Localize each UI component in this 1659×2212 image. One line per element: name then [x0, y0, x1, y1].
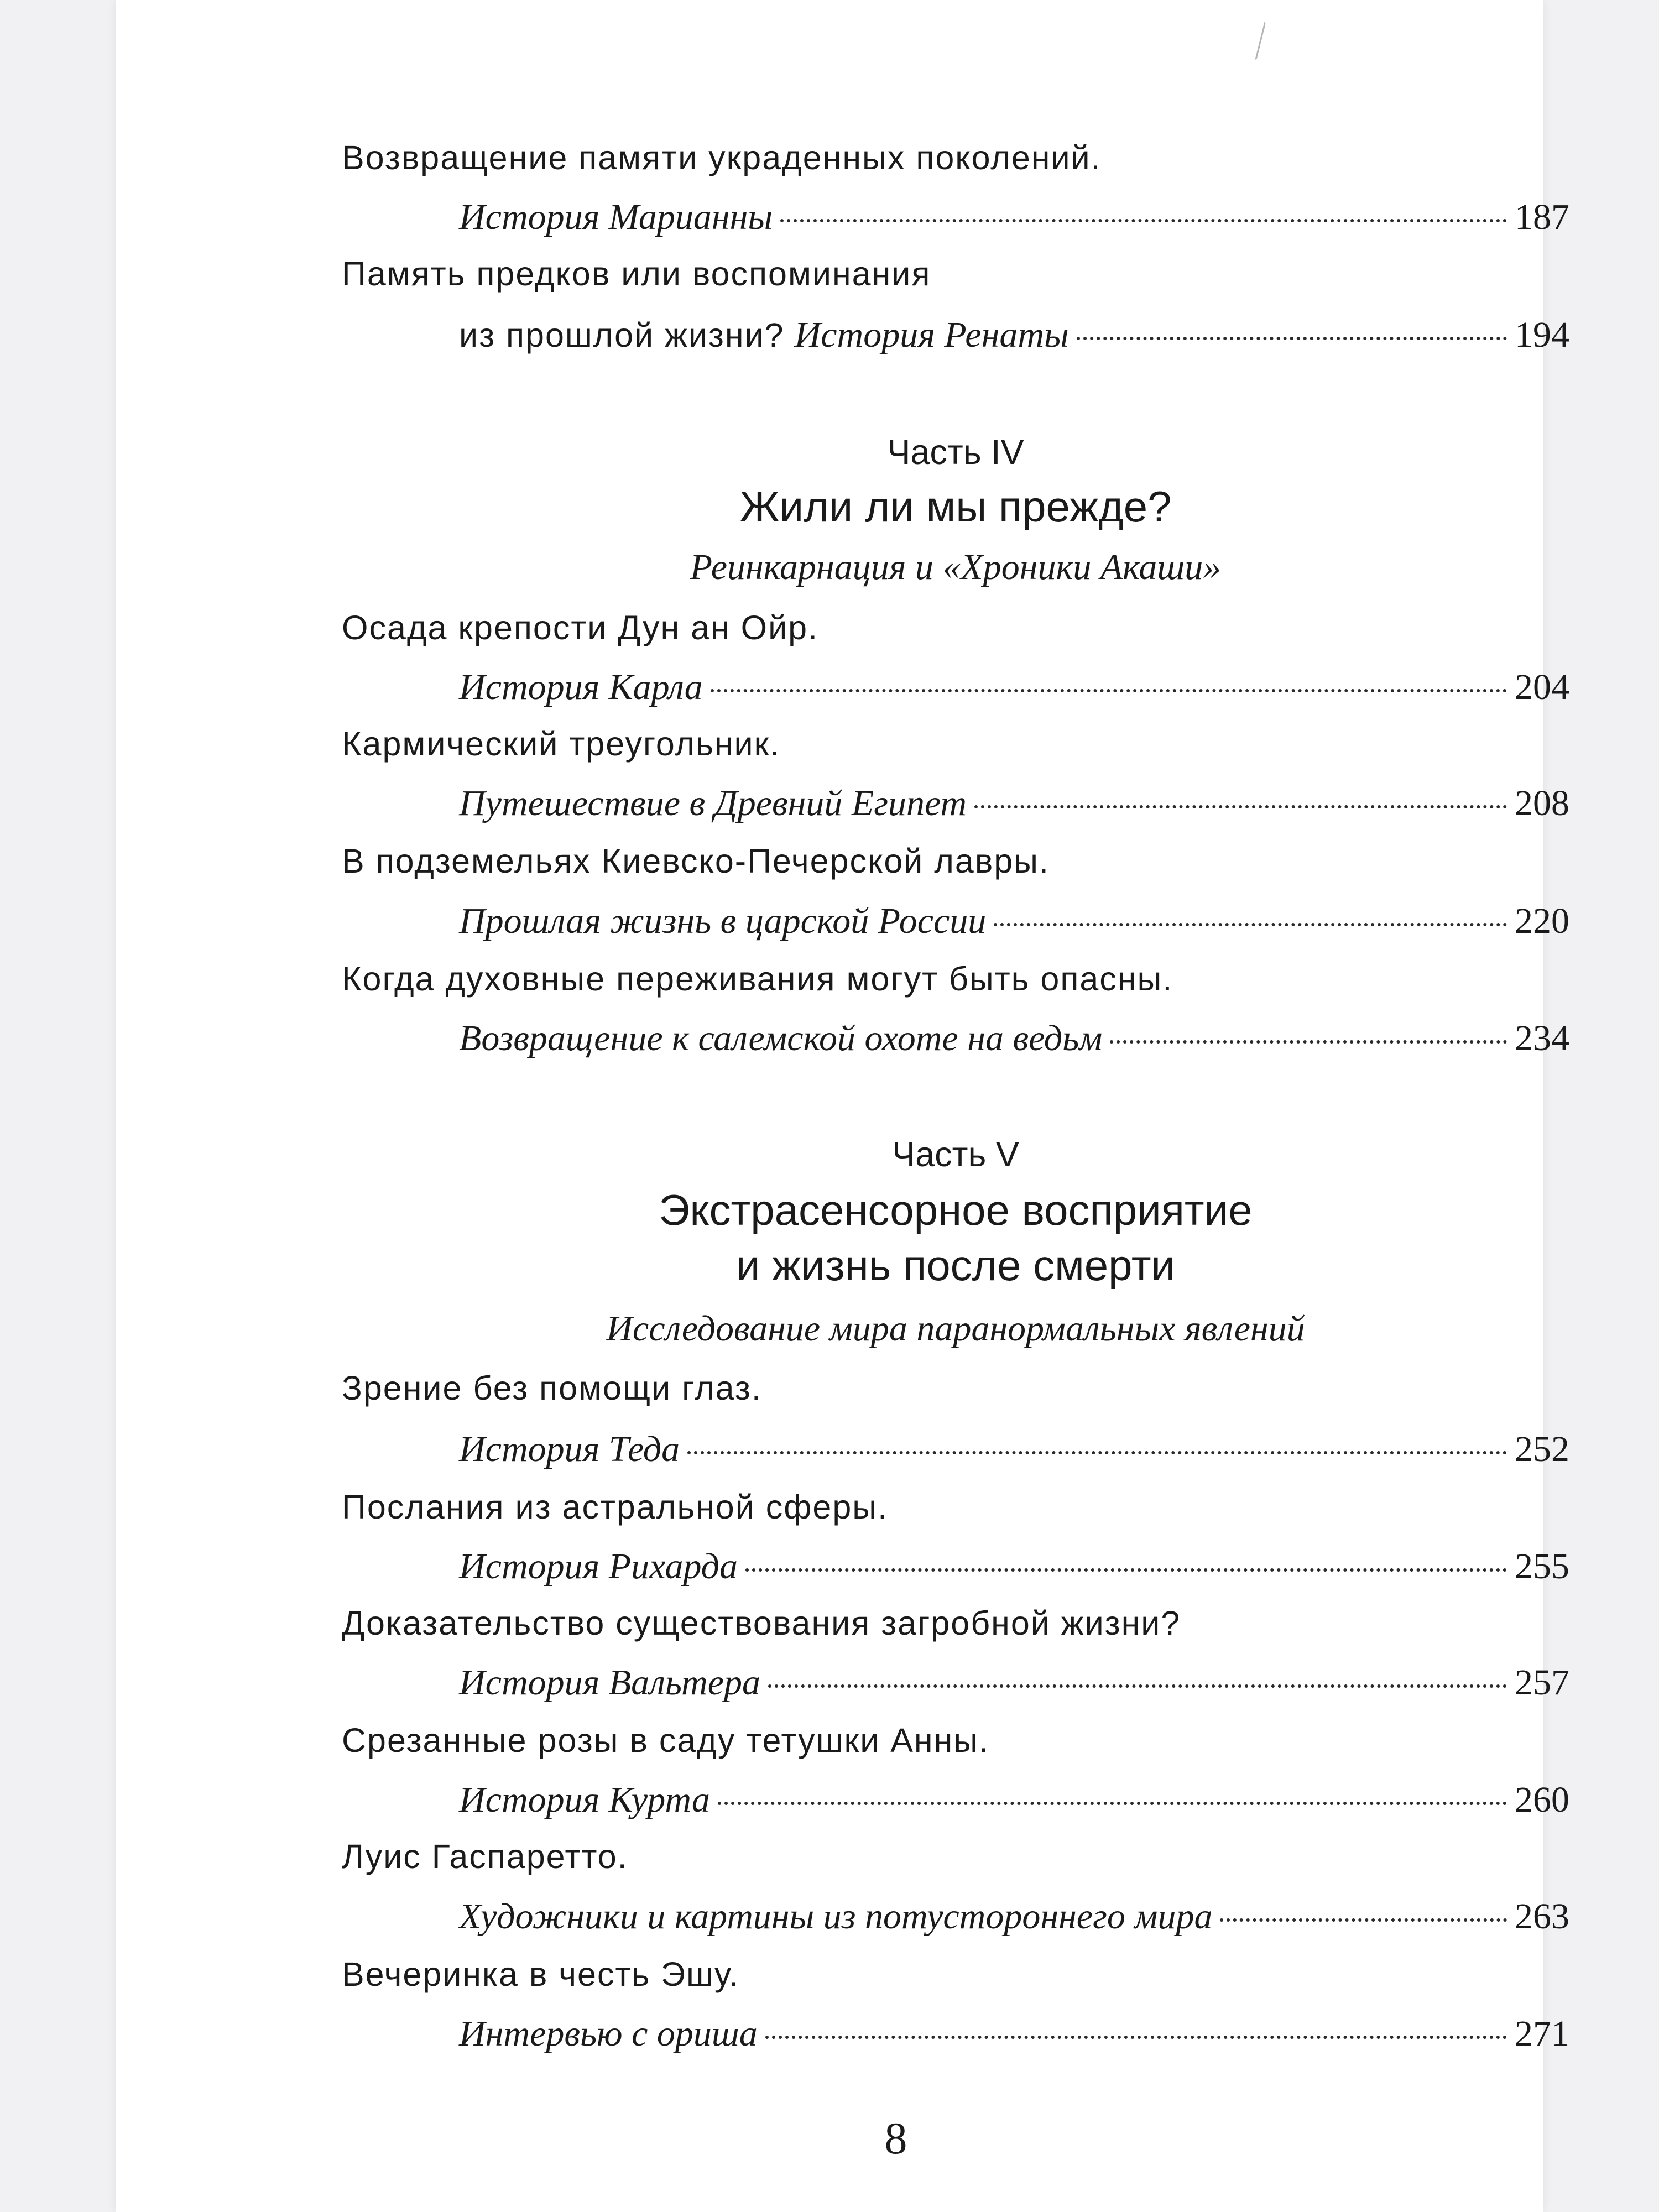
- toc-entry-title: Послания из астральной сферы.: [342, 1488, 889, 1526]
- toc-entry-page: 234: [1515, 1018, 1569, 1058]
- toc-entry-subtitle: Интервью с ориша: [459, 2013, 758, 2054]
- toc-entry-page: 255: [1515, 1546, 1569, 1587]
- dot-leader: [780, 219, 1507, 222]
- toc-entry-line: [342, 666, 1569, 713]
- toc-entry-page: 263: [1515, 1896, 1569, 1937]
- toc-entry-line: [342, 1018, 1569, 1064]
- page-number: 8: [884, 2113, 907, 2163]
- dot-leader: [974, 805, 1507, 808]
- toc-entry-line: [342, 1546, 1569, 1592]
- toc-entry-subtitle: Возвращение к салемской охоте на ведьм: [459, 1018, 1103, 1058]
- toc-entry-page: 204: [1515, 667, 1569, 707]
- toc-entry-page: 252: [1515, 1429, 1569, 1469]
- toc-entry-continuation: из прошлой жизни?: [459, 316, 785, 354]
- dot-leader: [1220, 1918, 1507, 1922]
- toc-entry-subtitle: История Ренаты: [794, 315, 1069, 355]
- toc-entry-title: Кармический треугольник.: [342, 725, 781, 763]
- toc-entry-subtitle: История Теда: [459, 1429, 680, 1469]
- part-label: Часть IV: [887, 433, 1024, 472]
- toc-entry-title: В подземельях Киевско-Печерской лавры.: [342, 842, 1050, 880]
- toc-entry-title: Зрение без помощи глаз.: [342, 1369, 762, 1407]
- toc-entry-line: [342, 1896, 1569, 1942]
- toc-entry-title: Возвращение памяти украденных поколений.: [342, 139, 1102, 176]
- toc-entry-title: Осада крепости Дун ан Ойр.: [342, 609, 819, 646]
- toc-entry-title: Когда духовные переживания могут быть опасны.: [342, 960, 1173, 998]
- toc-entry-line: [342, 2013, 1569, 2059]
- toc-entry-page: 271: [1515, 2013, 1569, 2054]
- toc-entry-subtitle: История Карла: [459, 667, 703, 707]
- toc-entry-page: 257: [1515, 1662, 1569, 1703]
- toc-entry-subtitle: Прошлая жизнь в царской России: [459, 901, 987, 941]
- toc-entry-line: [342, 314, 1569, 361]
- toc-entry-subtitle: Художники и картины из потустороннего мира: [459, 1896, 1213, 1937]
- toc-entry-page: 194: [1515, 315, 1569, 355]
- part-subtitle: Исследование мира паранормальных явлений: [606, 1308, 1305, 1349]
- dot-leader: [994, 923, 1507, 926]
- toc-entry-line: [342, 1779, 1569, 1825]
- toc-entry-subtitle: История Курта: [459, 1780, 710, 1820]
- toc-entry-subtitle: История Рихарда: [459, 1546, 738, 1587]
- toc-entry-title: Доказательство существования загробной жизни?: [342, 1604, 1181, 1642]
- toc-entry-page: 260: [1515, 1780, 1569, 1820]
- table-of-contents: [342, 0, 1587, 2212]
- toc-entry-page: 208: [1515, 783, 1569, 823]
- part-title: Жили ли мы прежде?: [739, 482, 1172, 531]
- toc-entry-line: [342, 900, 1569, 947]
- dot-leader: [1077, 337, 1507, 340]
- dot-leader: [1110, 1040, 1507, 1044]
- toc-entry-page: 187: [1515, 197, 1569, 237]
- book-page: [116, 0, 1569, 2212]
- part-title-line1: Экстрасенсорное восприятие: [659, 1186, 1253, 1234]
- toc-entry-title: Вечеринка в честь Эшу.: [342, 1955, 740, 1993]
- toc-entry-subtitle: История Марианны: [459, 197, 773, 237]
- part-subtitle: Реинкарнация и «Хроники Акаши»: [690, 547, 1222, 587]
- part-label: Часть V: [892, 1135, 1019, 1174]
- dot-leader: [718, 1802, 1507, 1805]
- toc-entry-line: [342, 1428, 1569, 1475]
- dot-leader: [768, 1684, 1507, 1688]
- toc-entry-title: Срезанные розы в саду тетушки Анны.: [342, 1721, 990, 1759]
- part-title-line2: и жизнь после смерти: [735, 1241, 1176, 1290]
- toc-entry-subtitle: Путешествие в Древний Египет: [459, 783, 967, 823]
- toc-entry-line: [342, 782, 1569, 829]
- toc-entry-page: 220: [1515, 901, 1569, 941]
- dot-leader: [745, 1568, 1507, 1572]
- dot-leader: [687, 1451, 1507, 1454]
- toc-entry-title: Память предков или воспоминания: [342, 255, 931, 293]
- toc-entry-line: [342, 1662, 1569, 1708]
- dot-leader: [711, 689, 1507, 692]
- toc-entry-title: Луис Гаспаретто.: [342, 1838, 628, 1875]
- toc-entry-subtitle: История Вальтера: [459, 1662, 761, 1703]
- dot-leader: [765, 2036, 1507, 2039]
- toc-entry-line: [342, 196, 1569, 243]
